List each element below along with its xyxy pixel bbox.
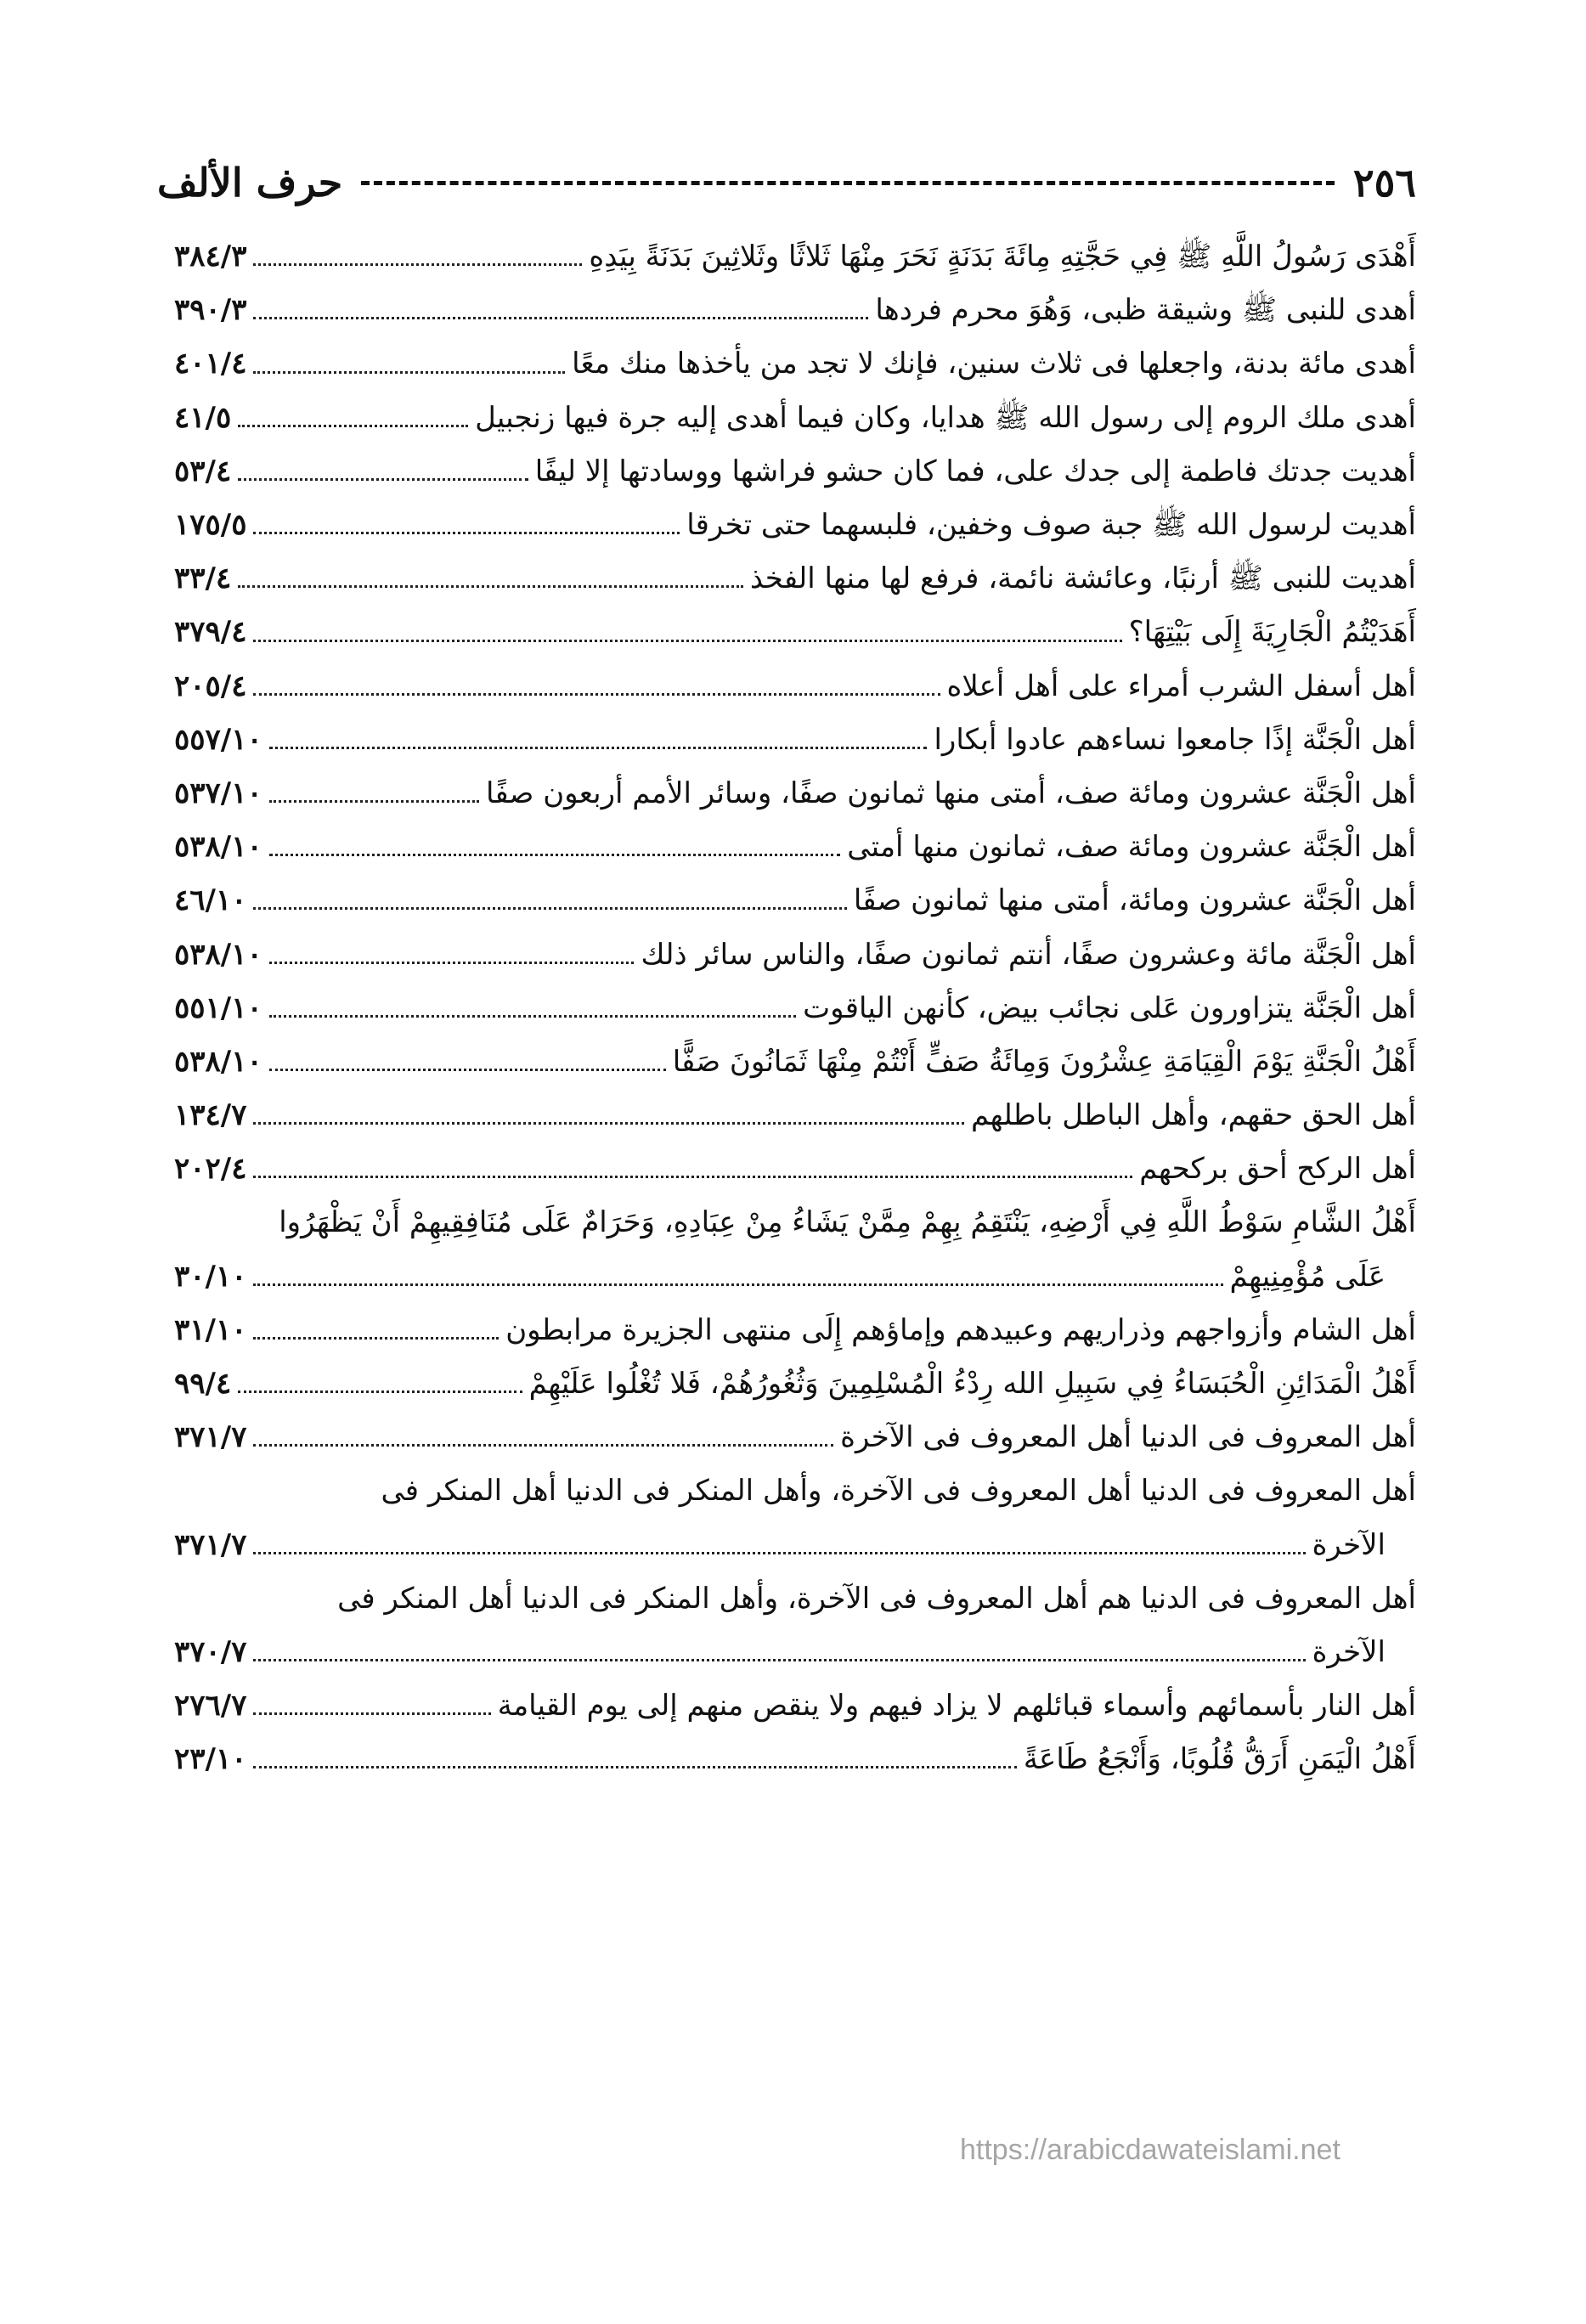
entry-line [174, 1730, 1416, 1784]
index-entry [174, 818, 1416, 872]
entry-reference: ٣٧٠/٧ [174, 1634, 247, 1669]
dot-leader [253, 371, 565, 374]
entry-reference: ٢٠٥/٤ [174, 668, 247, 703]
entry-reference: ٥٥٧/١٠ [174, 722, 262, 757]
entry-reference: ٥٣٨/١٠ [174, 937, 262, 972]
dot-leader [253, 640, 1121, 642]
entry-reference: ٣٨٤/٣ [174, 240, 247, 274]
dot-leader [269, 962, 635, 964]
page-header [157, 153, 1416, 212]
entry-text: أهل الْجَنَّة يتزاورون عَلى نجائب بيض، كأنهن الياقوت [803, 990, 1416, 1025]
index-entry [174, 1086, 1416, 1140]
entry-text: أهديت لرسول الله ﷺ جبة صوف وخفين، فلبسهما حتى تخرقا [686, 508, 1416, 543]
dot-leader [269, 1069, 666, 1071]
entry-reference: ٥٣٨/١٠ [174, 830, 262, 865]
entry-line [174, 389, 1416, 443]
entry-text: أهل النار بأسمائهم وأسماء قبائلهم لا يزاد فيهم ولا ينقص منهم إلى يوم القيامة [497, 1689, 1416, 1723]
watermark: https://arabicdawateislami.net [960, 2134, 1340, 2166]
index-entry [174, 925, 1416, 979]
header-rule [361, 181, 1335, 185]
index-entry [174, 979, 1416, 1033]
section-title: حرف الألف [157, 160, 343, 206]
dot-leader [269, 747, 928, 749]
entry-text: أهل الحق حقهم، وأهل الباطل باطلهم [971, 1098, 1416, 1133]
index-entry [174, 711, 1416, 764]
dot-leader [253, 907, 846, 910]
entry-text: أهل الركح أحق بركحهم [1139, 1152, 1416, 1187]
index-entry [174, 389, 1416, 443]
entry-line [174, 872, 1416, 925]
entry-reference: ٢٧٦/٧ [174, 1689, 247, 1723]
index-entry [174, 228, 1416, 281]
entry-text: أَهْلُ الشَّامِ سَوْطُ اللَّهِ فِي أَرْضِهِ، يَنْتَقِمُ بِهِمْ مِمَّنْ يَشَاءُ مِنْ عِبَادِهِ، وَحَرَامٌ عَلَى مُنَافِقِيهِمْ أَنْ يَظْهَرُوا [279, 1205, 1416, 1240]
entry-text: أَهْدَى رَسُولُ اللَّهِ ﷺ فِي حَجَّتِهِ مِائَةَ بَدَنَةٍ نَحَرَ مِنْهَا ثَلاثًا وثَلاثِينَ بَدَنَةً بِيَدِهِ [589, 240, 1416, 274]
entry-reference: ٣٧١/٧ [174, 1527, 247, 1562]
entry-reference: ٤٠١/٤ [174, 347, 247, 381]
index-entry [174, 1033, 1416, 1086]
entry-reference: ١٣٤/٧ [174, 1098, 247, 1133]
dot-leader [238, 478, 528, 481]
entry-line [174, 335, 1416, 388]
entry-reference: ٥٣/٤ [174, 454, 232, 488]
entry-line [174, 228, 1416, 281]
entry-reference: ٣١/١٠ [174, 1312, 247, 1347]
dot-leader [253, 532, 680, 534]
dot-leader [253, 1176, 1132, 1178]
dot-leader [253, 1712, 490, 1715]
entry-reference: ٣٣/٤ [174, 561, 232, 596]
entry-continuation-text: الآخرة [1312, 1527, 1386, 1562]
dot-leader [269, 1015, 796, 1018]
entry-line [174, 1355, 1416, 1408]
entry-continuation-line [174, 1623, 1416, 1677]
dot-leader [269, 800, 479, 803]
entry-line [174, 818, 1416, 872]
entry-line [174, 764, 1416, 818]
index-entry [174, 1301, 1416, 1355]
entry-text: أهل الْجَنَّة إذًا جامعوا نساءهم عادوا أبكارا [934, 722, 1416, 757]
index-entry [174, 1677, 1416, 1730]
index-entry [174, 603, 1416, 657]
index-entry [174, 1355, 1416, 1408]
dot-leader [253, 1337, 499, 1340]
entry-reference: ٢٠٢/٤ [174, 1152, 247, 1187]
entry-text: أهل المعروف فى الدنيا أهل المعروف فى الآخرة [840, 1420, 1416, 1455]
dot-leader [238, 585, 743, 588]
index-entry [174, 1193, 1416, 1300]
entry-text: أَهْلُ الْجَنَّةِ يَوْمَ الْقِيَامَةِ عِشْرُونَ وَمِائَةُ صَفٍّ أَنْتُمْ مِنْهَا ثَمَانُونَ صَفًّا [672, 1044, 1416, 1079]
entry-continuation-text: الآخرة [1312, 1634, 1386, 1669]
entry-reference: ١٧٥/٥ [174, 508, 247, 543]
entry-reference: ٣٧١/٧ [174, 1420, 247, 1455]
entry-text: أهل الْجَنَّة عشرون ومائة صف، أمتى منها ثمانون صفًا، وسائر الأمم أربعون صفًا [485, 776, 1416, 810]
index-entry [174, 1408, 1416, 1462]
entry-line [174, 657, 1416, 711]
entry-reference: ٥٥١/١٠ [174, 990, 262, 1025]
entry-line [174, 496, 1416, 550]
entry-line [174, 1086, 1416, 1140]
dot-leader [253, 1659, 1305, 1661]
entry-text: أهل المعروف فى الدنيا أهل المعروف فى الآخرة، وأهل المنكر فى الدنيا أهل المنكر فى [381, 1474, 1416, 1509]
entry-text: أهل الْجَنَّة عشرون ومائة، أمتى منها ثمانون صفًا [853, 883, 1416, 918]
entry-text: أهل الْجَنَّة مائة وعشرون صفًا، أنتم ثمانون صفًا، والناس سائر ذلك [641, 937, 1416, 972]
entry-line [174, 1140, 1416, 1193]
index-entry [174, 281, 1416, 335]
index-entry [174, 764, 1416, 818]
entry-reference: ٤١/٥ [174, 400, 232, 435]
entry-text: أَهَدَيْتُمُ الْجَارِيَةَ إِلَى بَيْتِهَا؟ [1128, 615, 1416, 650]
dot-leader [238, 1390, 522, 1393]
index-entry [174, 657, 1416, 711]
entry-text: أهل أسفل الشرب أمراء على أهل أعلاه [946, 668, 1416, 703]
entry-line [174, 1570, 1416, 1623]
entry-text: أَهْلُ الْيَمَنِ أَرَقُّ قُلُوبًا، وَأَنْجَعُ طَاعَةً [1023, 1742, 1416, 1777]
entry-line [174, 1033, 1416, 1086]
index-entry [174, 1140, 1416, 1193]
index-entry [174, 1570, 1416, 1677]
dot-leader [253, 263, 582, 266]
index-entry [174, 1730, 1416, 1784]
entry-line [174, 1408, 1416, 1462]
index-entry [174, 496, 1416, 550]
entry-reference: ٣٧٩/٤ [174, 615, 247, 650]
entry-line [174, 1193, 1416, 1247]
entry-reference: ٢٣/١٠ [174, 1742, 247, 1777]
page-number: ٢٥٦ [1352, 160, 1416, 206]
index-entry [174, 335, 1416, 388]
entry-reference: ٣٩٠/٣ [174, 293, 247, 328]
entry-text: أهديت جدتك فاطمة إلى جدك على، فما كان حشو فراشها ووسادتها إلا ليفًا [534, 454, 1416, 488]
entry-line [174, 281, 1416, 335]
dot-leader [253, 317, 868, 319]
index-entry [174, 872, 1416, 925]
entry-text: أهدى ملك الروم إلى رسول الله ﷺ هدايا، وكان فيما أهدى إليه جرة فيها زنجبيل [475, 400, 1416, 435]
dot-leader [253, 1122, 964, 1125]
entry-text: أهل الشام وأزواجهم وذراريهم وعبيدهم وإماؤهم إِلَى منتهى الجزيرة مرابطون [505, 1312, 1416, 1347]
entry-continuation-line [174, 1248, 1416, 1301]
entry-reference: ٣٠/١٠ [174, 1259, 247, 1294]
entry-text: أَهْلُ الْمَدَائِنِ الْحُبَسَاءُ فِي سَبِيلِ الله رِدْءُ الْمُسْلِمِينَ وَثُغُورُهُمْ، فَلا تُغْلُوا عَلَيْهِمْ [528, 1367, 1416, 1402]
entry-reference: ٩٩/٤ [174, 1367, 232, 1402]
entry-line [174, 979, 1416, 1033]
entry-line [174, 550, 1416, 603]
dot-leader [253, 693, 940, 696]
entry-text: أهل المعروف فى الدنيا هم أهل المعروف فى الآخرة، وأهل المنكر فى الدنيا أهل المنكر فى [337, 1581, 1416, 1616]
entry-reference: ٥٣٧/١٠ [174, 776, 262, 810]
entry-line [174, 711, 1416, 764]
dot-leader [253, 1444, 833, 1447]
entry-text: أهديت للنبى ﷺ أرنبًا، وعائشة نائمة، فرفع لها منها الفخذ [749, 561, 1416, 596]
entry-continuation-line [174, 1516, 1416, 1570]
dot-leader [269, 854, 841, 856]
entry-text: أهدى مائة بدنة، واجعلها فى ثلاث سنين، فإنك لا تجد من يأخذها منك معًا [572, 347, 1416, 381]
entry-line [174, 1301, 1416, 1355]
entry-line [174, 1462, 1416, 1515]
entry-line [174, 443, 1416, 496]
dot-leader [253, 1766, 1016, 1768]
entry-text: أهدى للنبى ﷺ وشيقة ظبى، وَهُوَ محرم فردها [875, 293, 1416, 328]
dot-leader [253, 1283, 1222, 1286]
entry-line [174, 925, 1416, 979]
dot-leader [238, 425, 468, 427]
entry-line [174, 1677, 1416, 1730]
index-entries [174, 228, 1416, 1784]
dot-leader [253, 1552, 1305, 1554]
entry-line [174, 603, 1416, 657]
entry-text: أهل الْجَنَّة عشرون ومائة صف، ثمانون منها أمتى [847, 830, 1416, 865]
index-entry [174, 443, 1416, 496]
entry-reference: ٤٦/١٠ [174, 883, 247, 918]
entry-reference: ٥٣٨/١٠ [174, 1044, 262, 1079]
index-entry [174, 550, 1416, 603]
index-entry [174, 1462, 1416, 1569]
entry-continuation-text: عَلَى مُؤْمِنِيهِمْ [1229, 1259, 1386, 1294]
